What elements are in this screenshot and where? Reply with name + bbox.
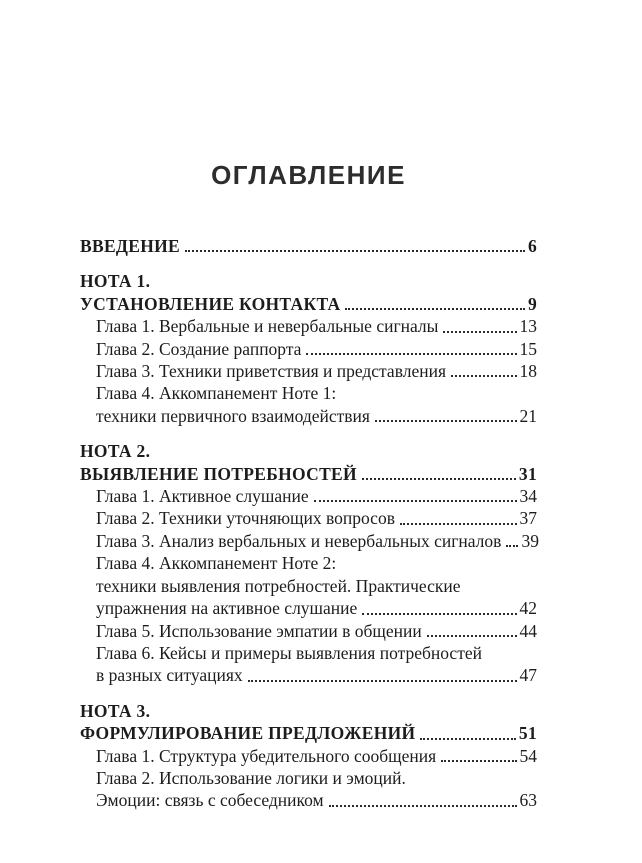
toc-chapter-entry bbox=[80, 338, 537, 360]
toc-entry-text: техники первичного взаимодействия bbox=[96, 405, 370, 426]
toc-chapter-entry bbox=[80, 767, 537, 812]
toc-page-number: 42 bbox=[519, 598, 537, 619]
toc-entry-line bbox=[96, 552, 537, 574]
toc-entry-text: Глава 1. Активное слушание bbox=[96, 486, 309, 507]
toc-entry-line bbox=[80, 293, 537, 315]
dot-leader bbox=[443, 331, 516, 333]
toc-entry-text: Глава 3. Техники приветствия и представления bbox=[96, 361, 446, 382]
toc-entry-line bbox=[96, 485, 537, 507]
dot-leader bbox=[506, 545, 518, 547]
toc-entry-line bbox=[96, 597, 537, 619]
toc-entry-text: упражнения на активное слушание bbox=[96, 598, 358, 619]
toc-entry-line bbox=[96, 575, 537, 597]
toc-entry-line bbox=[96, 382, 537, 404]
toc-entry-text: Эмоции: связь с собеседником bbox=[96, 790, 324, 811]
toc-page-number: 54 bbox=[519, 745, 537, 766]
toc-entry-text: Глава 1. Вербальные и невербальные сигналы bbox=[96, 316, 439, 337]
toc-entry-text: в разных ситуациях bbox=[96, 665, 243, 686]
dot-leader bbox=[441, 760, 516, 762]
toc-entry-text: Глава 2. Создание раппорта bbox=[96, 338, 302, 359]
toc-entry-line bbox=[80, 700, 537, 722]
toc-page-number: 37 bbox=[519, 508, 537, 529]
page-title: ОГЛАВЛЕНИЕ bbox=[211, 160, 406, 190]
dot-leader bbox=[362, 478, 516, 480]
toc-entry-line bbox=[96, 789, 537, 811]
toc-entry-line bbox=[96, 360, 537, 382]
toc-page-number: 13 bbox=[519, 316, 537, 337]
toc-entry-text: ВЫЯВЛЕНИЕ ПОТРЕБНОСТЕЙ bbox=[80, 463, 357, 484]
toc-chapter-entry bbox=[80, 360, 537, 382]
dot-leader bbox=[248, 680, 517, 682]
dot-leader bbox=[345, 308, 524, 310]
dot-leader bbox=[451, 375, 517, 377]
toc-entry-text: УСТАНОВЛЕНИЕ КОНТАКТА bbox=[80, 293, 341, 314]
toc-entry-line bbox=[96, 530, 537, 552]
toc-chapter-entry bbox=[80, 507, 537, 529]
toc-entry-text: Глава 6. Кейсы и примеры выявления потребностей bbox=[96, 642, 482, 663]
toc-chapter-entry bbox=[80, 552, 537, 619]
toc-chapter-entry bbox=[80, 485, 537, 507]
toc-entry-text: НОТА 2. bbox=[80, 441, 151, 462]
toc-entry-text: ВВЕДЕНИЕ bbox=[80, 236, 181, 256]
dot-leader bbox=[420, 738, 515, 740]
dot-leader bbox=[314, 500, 517, 502]
dot-leader bbox=[185, 250, 525, 252]
toc-page-number: 47 bbox=[519, 665, 537, 686]
toc-page-number: 63 bbox=[519, 790, 537, 811]
toc-entry-text: техники выявления потребностей. Практические bbox=[96, 575, 461, 596]
toc-entry-line bbox=[96, 315, 537, 337]
toc-page-number: 9 bbox=[527, 293, 537, 314]
toc-entry-text: Глава 5. Использование эмпатии в общении bbox=[96, 620, 422, 641]
toc-entry-text: НОТА 3. bbox=[80, 700, 151, 721]
toc-entry-line bbox=[80, 235, 537, 257]
toc-page-number: 18 bbox=[519, 361, 537, 382]
toc-chapter-entry bbox=[80, 382, 537, 427]
toc-entry-text: Глава 4. Аккомпанемент Ноте 2: bbox=[96, 553, 337, 574]
toc-list bbox=[80, 235, 537, 812]
toc-page-number: 31 bbox=[518, 463, 537, 484]
toc-section-entry bbox=[80, 440, 537, 485]
dot-leader bbox=[400, 523, 517, 525]
toc-page-number: 51 bbox=[518, 723, 537, 744]
toc-page-number: 21 bbox=[519, 405, 537, 426]
dot-leader bbox=[375, 420, 517, 422]
toc-entry-line bbox=[80, 722, 537, 744]
toc-entry-line bbox=[96, 507, 537, 529]
toc-entry-text: ФОРМУЛИРОВАНИЕ ПРЕДЛОЖЕНИЙ bbox=[80, 723, 416, 744]
toc-entry-text: Глава 2. Техники уточняющих вопросов bbox=[96, 508, 395, 529]
toc-entry-line bbox=[80, 440, 537, 462]
toc-page-number: 39 bbox=[521, 530, 539, 551]
toc-page-number: 34 bbox=[519, 486, 537, 507]
toc-chapter-entry bbox=[80, 642, 537, 687]
toc-section-entry bbox=[80, 235, 537, 257]
toc-entry-line bbox=[96, 767, 537, 789]
toc-entry-line bbox=[80, 270, 537, 292]
toc-entry-text: Глава 1. Структура убедительного сообщения bbox=[96, 745, 437, 766]
toc-section-entry bbox=[80, 270, 537, 315]
toc-entry-line bbox=[96, 338, 537, 360]
toc-entry-line bbox=[96, 405, 537, 427]
toc-entry-text: НОТА 1. bbox=[80, 271, 151, 292]
toc-entry-text: Глава 4. Аккомпанемент Ноте 1: bbox=[96, 383, 337, 404]
dot-leader bbox=[427, 635, 517, 637]
toc-entry-line bbox=[96, 620, 537, 642]
toc-section-entry bbox=[80, 700, 537, 745]
toc-entry-line bbox=[80, 463, 537, 485]
toc-entry-line bbox=[96, 664, 537, 686]
toc-page-number: 6 bbox=[527, 236, 537, 256]
toc-entry-line bbox=[96, 642, 537, 664]
toc-chapter-entry bbox=[80, 315, 537, 337]
toc-chapter-entry bbox=[80, 620, 537, 642]
dot-leader bbox=[306, 353, 516, 355]
toc-entry-text: Глава 3. Анализ вербальных и невербальных сигналов bbox=[96, 530, 502, 551]
dot-leader bbox=[329, 805, 517, 807]
toc-page-number: 44 bbox=[519, 620, 537, 641]
dot-leader bbox=[362, 613, 516, 615]
toc-chapter-entry bbox=[80, 745, 537, 767]
toc-entry-line bbox=[96, 745, 537, 767]
toc-page-number: 15 bbox=[519, 338, 537, 359]
toc-entry-text: Глава 2. Использование логики и эмоций. bbox=[96, 767, 406, 788]
toc-chapter-entry bbox=[80, 530, 537, 552]
